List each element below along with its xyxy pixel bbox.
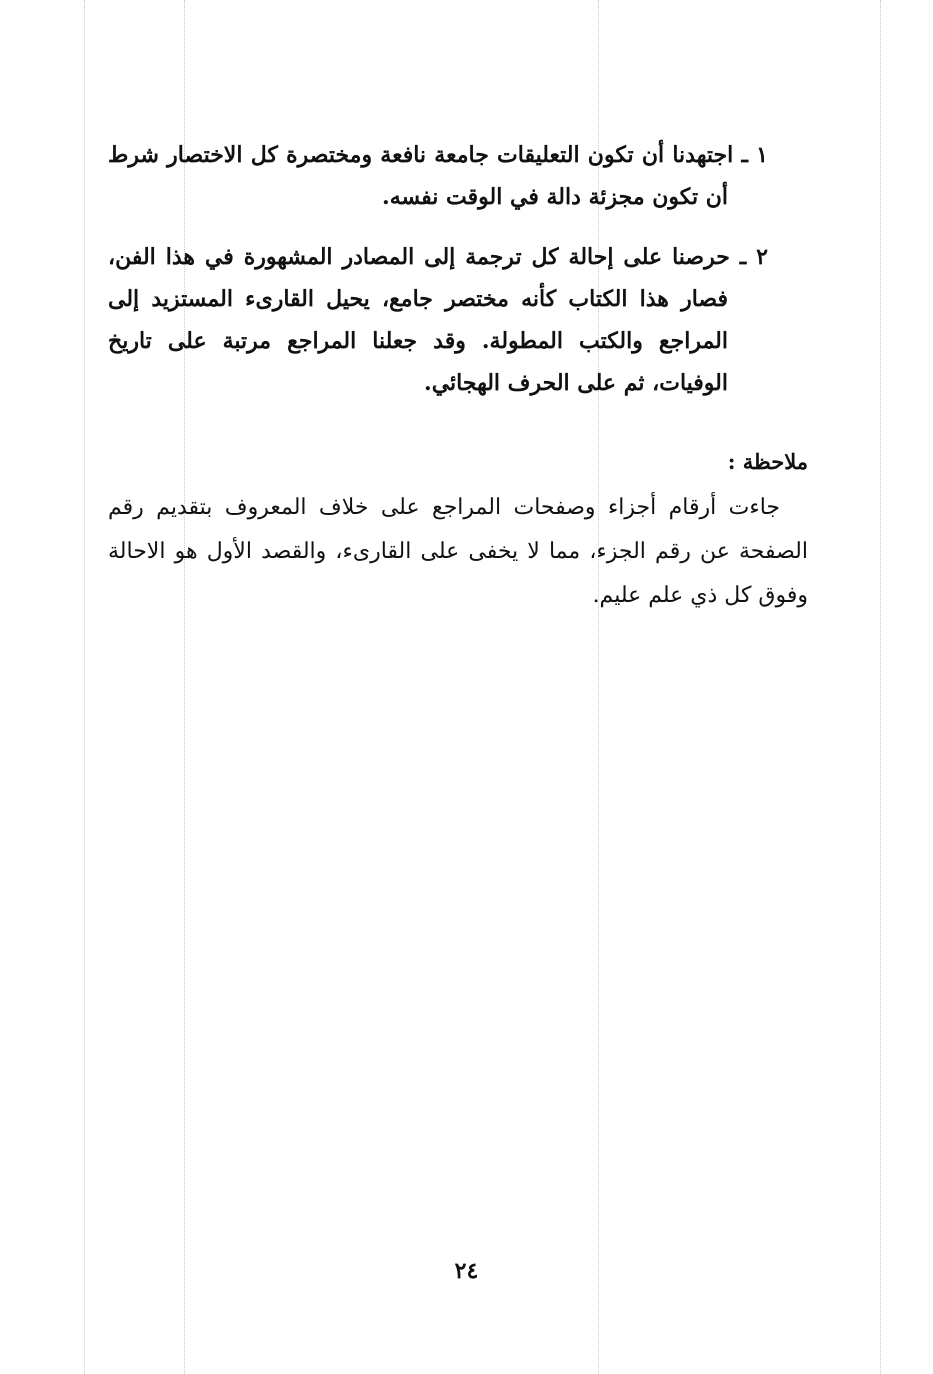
page-number: ٢٤ (454, 1258, 479, 1284)
note-text: جاءت أرقام أجزاء وصفحات المراجع على خلاف المعروف بتقديم رقم الصفحة عن رقم الجزء، مما لا يخفى على القارىء، والقصد الأول هو الاحالة وفوق كل ذي علم عليم. (108, 495, 808, 608)
note-section (108, 444, 808, 618)
list-item-text: اجتهدنا أن تكون التعليقات جامعة نافعة ومختصرة كل الاختصار شرط أن تكون مجزئة دالة في الوقت نفسه. (108, 142, 734, 210)
numbered-list (108, 134, 768, 404)
list-item-number: ١ ـ (741, 142, 768, 168)
list-item-number: ٢ ـ (739, 244, 768, 270)
note-title: ملاحظة : (727, 449, 808, 474)
scan-artifact-line (84, 0, 85, 1374)
list-item-text: حرصنا على إحالة كل ترجمة إلى المصادر المشهورة في هذا الفن، فصار هذا الكتاب كأنه مختصر جامع، يحيل القارىء المستزيد إلى المراجع والكتب المطولة. وقد جعلنا المراجع مرتبة على تاريخ الوفيات، ثم على الحرف الهجائي. (108, 244, 730, 396)
list-item-1 (108, 134, 768, 218)
list-item-2 (108, 236, 768, 404)
scan-artifact-line (880, 0, 881, 1374)
